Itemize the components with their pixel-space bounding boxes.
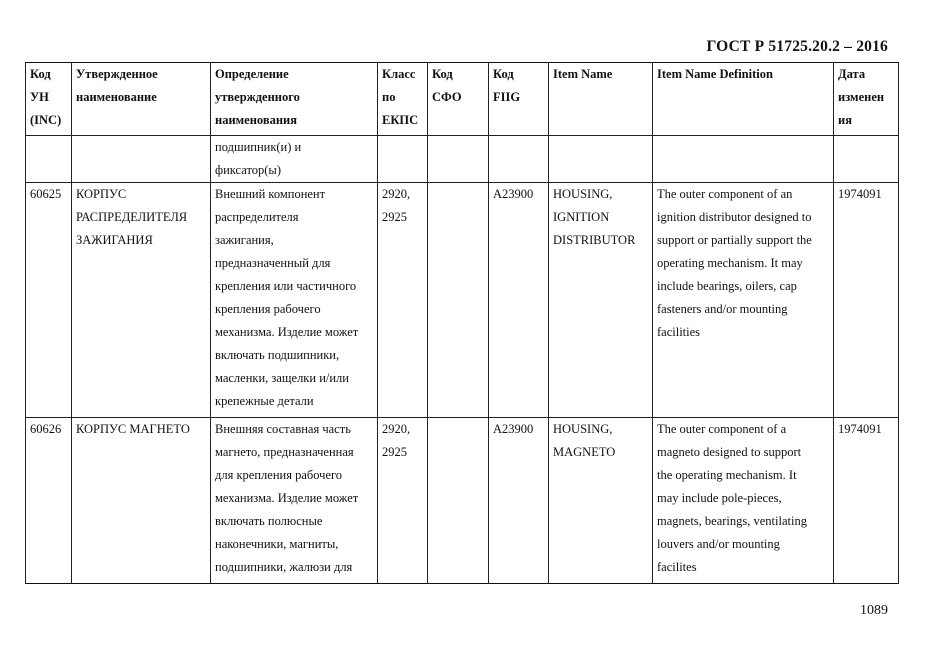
header-col-sfo-code xyxy=(428,63,489,136)
cell-inc-code xyxy=(26,418,72,584)
cell-text: крепления или частичного xyxy=(215,279,357,293)
cell-text: механизма. Изделие может xyxy=(215,325,359,339)
empty-cell xyxy=(489,136,549,183)
header-text: Код xyxy=(432,67,453,81)
cell-text: may include pole-pieces, xyxy=(657,491,782,505)
nomenclature-table xyxy=(25,62,899,584)
cell-approved-name xyxy=(72,418,211,584)
header-text: изменен xyxy=(838,90,885,104)
cell-definition xyxy=(211,418,378,584)
header-text: FIIG xyxy=(493,90,521,104)
cell-text: IGNITION xyxy=(553,210,610,224)
cell-text: magnets, bearings, ventilating xyxy=(657,514,807,528)
header-col-change-date xyxy=(834,63,899,136)
empty-cell xyxy=(26,136,72,183)
header-text: наименование xyxy=(76,90,157,104)
cell-text: Внешняя составная часть xyxy=(215,422,351,436)
cell-text: 2925 xyxy=(382,445,407,459)
cell-text: КОРПУС xyxy=(76,187,127,201)
header-text: ия xyxy=(838,113,852,127)
cell-item-name-definition xyxy=(653,183,834,418)
header-text: Дата xyxy=(838,67,866,81)
cell-text: louvers and/or mounting xyxy=(657,537,780,551)
header-text: наименования xyxy=(215,113,298,127)
header-text: Утвержденное xyxy=(76,67,158,81)
cell-ekps-class xyxy=(378,183,428,418)
table-row xyxy=(26,418,899,584)
cell-text: 1974091 xyxy=(838,422,882,436)
cell-fiig-code xyxy=(489,183,549,418)
cell-text: включать подшипники, xyxy=(215,348,340,362)
cell-text: operating mechanism. It may xyxy=(657,256,803,270)
cell-text: A23900 xyxy=(493,422,534,436)
cell-text: Внешний компонент xyxy=(215,187,326,201)
cell-text: масленки, защелки и/или xyxy=(215,371,349,385)
empty-cell xyxy=(378,136,428,183)
cell-fiig-code xyxy=(489,418,549,584)
cell-item-name xyxy=(549,183,653,418)
header-col-ekps-class xyxy=(378,63,428,136)
header-text: ЕКПС xyxy=(382,113,419,127)
header-text: СФО xyxy=(432,90,462,104)
cell-text: наконечники, магниты, xyxy=(215,537,339,551)
empty-cell xyxy=(72,136,211,183)
cell-text: 2925 xyxy=(382,210,407,224)
cell-text: 60626 xyxy=(30,422,62,436)
cell-text: крепежные детали xyxy=(215,394,314,408)
header-text: Код xyxy=(493,67,514,81)
header-col-definition xyxy=(211,63,378,136)
cell-text: The outer component of an xyxy=(657,187,793,201)
cell-text: 2920, xyxy=(382,422,411,436)
cell-text: facilities xyxy=(657,325,701,339)
empty-cell xyxy=(653,136,834,183)
cell-item-name-definition xyxy=(653,418,834,584)
table-header-row xyxy=(26,63,899,136)
cell-text: РАСПРЕДЕЛИТЕЛЯ xyxy=(76,210,188,224)
cell-text: включать полюсные xyxy=(215,514,323,528)
cell-change-date xyxy=(834,183,899,418)
cell-text: MAGNETO xyxy=(553,445,616,459)
cell-text: распределителя xyxy=(215,210,299,224)
header-col-item-name-definition xyxy=(653,63,834,136)
cell-text: подшипник(и) и xyxy=(215,140,302,154)
cell-text: DISTRIBUTOR xyxy=(553,233,636,247)
cell-text: предназначенный для xyxy=(215,256,331,270)
cell-text: подшипники, жалюзи для xyxy=(215,560,353,574)
cell-change-date xyxy=(834,418,899,584)
cell-item-name xyxy=(549,418,653,584)
cell-text: the operating mechanism. It xyxy=(657,468,797,482)
cell-inc-code xyxy=(26,183,72,418)
header-col-inc-code xyxy=(26,63,72,136)
cell-approved-name xyxy=(72,183,211,418)
cell-text: support or partially support the xyxy=(657,233,812,247)
header-text: утвержденного xyxy=(215,90,300,104)
cell-text: механизма. Изделие может xyxy=(215,491,359,505)
header-text: по xyxy=(382,90,396,104)
cell-text: HOUSING, xyxy=(553,187,613,201)
header-col-item-name xyxy=(549,63,653,136)
header-text: УН xyxy=(30,90,49,104)
cell-text: include bearings, oilers, cap xyxy=(657,279,797,293)
cell-text: 2920, xyxy=(382,187,411,201)
cell-text: зажигания, xyxy=(215,233,274,247)
empty-cell xyxy=(549,136,653,183)
table-row xyxy=(26,183,899,418)
header-text: Item Name xyxy=(553,67,613,81)
cell-ekps-class xyxy=(378,418,428,584)
cell-text: для крепления рабочего xyxy=(215,468,343,482)
cell-sfo-code xyxy=(428,418,489,584)
header-text: Код xyxy=(30,67,51,81)
header-text: Определение xyxy=(215,67,289,81)
cell-text: ignition distributor designed to xyxy=(657,210,812,224)
cell-text: ЗАЖИГАНИЯ xyxy=(76,233,153,247)
empty-cell xyxy=(428,136,489,183)
header-col-fiig-code xyxy=(489,63,549,136)
page-number: 1089 xyxy=(860,603,888,618)
cell-text: 1974091 xyxy=(838,187,882,201)
header-text: Класс xyxy=(382,67,416,81)
header-text: (INC) xyxy=(30,113,62,127)
table-row-continuation xyxy=(26,136,899,183)
cell-text: крепления рабочего xyxy=(215,302,321,316)
cell-text: магнето, предназначенная xyxy=(215,445,354,459)
cell-text: A23900 xyxy=(493,187,534,201)
cell-text: facilites xyxy=(657,560,697,574)
cell-text: КОРПУС МАГНЕТО xyxy=(76,422,190,436)
cell-definition xyxy=(211,183,378,418)
cell-text: 60625 xyxy=(30,187,62,201)
cell-text: фиксатор(ы) xyxy=(215,163,281,177)
header-text: Item Name Definition xyxy=(657,67,773,81)
cell-text: fasteners and/or mounting xyxy=(657,302,788,316)
cell-text: HOUSING, xyxy=(553,422,613,436)
cell-text: magneto designed to support xyxy=(657,445,802,459)
cell-definition xyxy=(211,136,378,183)
document-header: ГОСТ Р 51725.20.2 – 2016 xyxy=(706,38,888,55)
cell-text: The outer component of a xyxy=(657,422,787,436)
empty-cell xyxy=(834,136,899,183)
cell-sfo-code xyxy=(428,183,489,418)
header-col-approved-name xyxy=(72,63,211,136)
